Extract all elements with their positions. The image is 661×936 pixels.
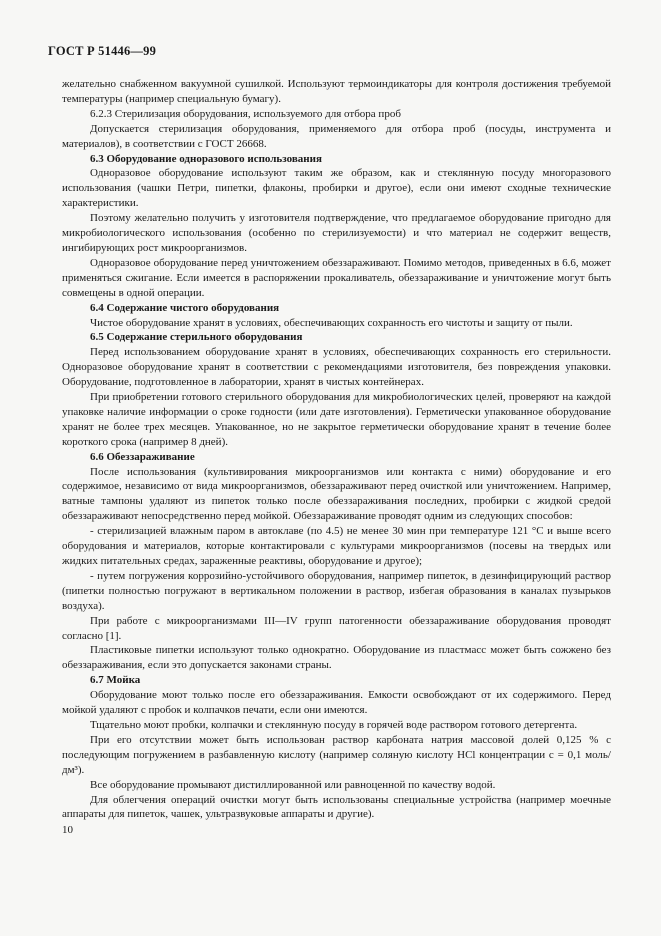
paragraph: Тщательно моют пробки, колпачки и стеклянную посуду в горячей воде раствором готового детергента. <box>90 718 578 731</box>
paragraph: При приобретении готового стерильного оборудования для микробиологических целей, проверяют на каждой упаковке наличие информации о сроке годности (или дате изготовления). Герметически упакованное оборудование хранят не более трех месяцев. Упакованное, но не закрытое герметически оборудование хранят в течение более короткого срока (например 8 дней). <box>62 391 611 448</box>
document-body <box>62 77 611 822</box>
paragraph: Все оборудование промывают дистиллированной или равноценной по качеству водой. <box>90 778 496 791</box>
section-heading-6-6: 6.6 Обеззараживание <box>90 450 195 463</box>
section-heading-6-7: 6.7 Мойка <box>90 674 141 687</box>
paragraph: Одноразовое оборудование перед уничтожением обеззараживают. Помимо методов, приведенных в 6.6, может применяться сжигание. Если имеется в распоряжении прокаливатель, обеззараживание и уничтожение могут быть совмещены в одной операции. <box>62 256 611 299</box>
list-item: - путем погружения коррозийно-устойчивого оборудования, например пипеток, в дезинфицирующий раствор (пипетки полностью погружают в вертикальном положении в раствор, избегая образования в каналах пузырьков воздуха). <box>62 569 611 612</box>
paragraph: Для облегчения операций очистки могут быть использованы специальные устройства (например моечные аппараты для пипеток, чашек, ультразвуковые аппараты и другие). <box>62 793 611 821</box>
paragraph: желательно снабженном вакуумной сушилкой. Используют термоиндикаторы для контроля достижения требуемой температуры (например специальную бумагу). <box>62 78 611 105</box>
paragraph: Перед использованием оборудование хранят в условиях, обеспечивающих сохранность его стерильности. Одноразовое оборудование хранят в соответствии с рекомендациями изготовителя, без повреждения упаковки. Оборудование, подготовленное в лаборатории, хранят в чистых контейнерах. <box>62 346 611 389</box>
paragraph: Одноразовое оборудование используют таким же образом, как и стеклянную посуду многоразового использования (чашки Петри, пипетки, флаконы, пробирки и другое), если они имеют сходные технические характеристики. <box>62 167 611 210</box>
section-heading-6-3: 6.3 Оборудование одноразового использования <box>90 152 322 165</box>
paragraph: После использования (культивирования микроорганизмов или контакта с ними) оборудование и его содержимое, независимо от вида микроорганизмов, обеззараживают перед очисткой или уничтожением. Например, ватные тампоны удаляют из пипеток только после обеззараживания последних, пробирки с жидкой средой обеззараживают непосредственно перед мойкой. Обеззараживание проводят одним из следующих способов: <box>62 465 611 523</box>
paragraph: При его отсутствии может быть использован раствор карбоната натрия массовой долей 0,125 % с последующим погружением в разбавленную кислоту (например соляную кислоту HCl концентрации c = 0,1 моль/дм³). <box>62 733 611 776</box>
list-item: - стерилизацией влажным паром в автоклаве (по 4.5) не менее 30 мин при температуре 121 °С и выше всего оборудования и материалов, которые контактировали с культурами микроорганизмов (посевы на твердых или жидких питательных средах, зараженные реактивы, оборудование и другое); <box>62 525 611 567</box>
standard-header: ГОСТ Р 51446—99 <box>48 44 157 58</box>
section-heading-6-4: 6.4 Содержание чистого оборудования <box>90 301 280 314</box>
paragraph: Допускается стерилизация оборудования, применяемого для отбора проб (посуды, инструмента и материалов), в соответствии с ГОСТ 26668. <box>62 122 611 150</box>
paragraph: Пластиковые пипетки используют только однократно. Оборудование из пластмасс может быть сожжено без обеззараживания, если это допускается законами страны. <box>62 644 611 672</box>
page-number: 10 <box>62 824 73 836</box>
paragraph: Оборудование моют только после его обеззараживания. Емкости освобождают от их содержимого. Перед мойкой удаляют с пробок и колпачков печати, если они имеются. <box>62 689 611 717</box>
paragraph: Чистое оборудование хранят в условиях, обеспечивающих сохранность его чистоты и защиту от пыли. <box>90 316 573 329</box>
section-heading-6-5: 6.5 Содержание стерильного оборудования <box>90 331 303 344</box>
paragraph: Поэтому желательно получить у изготовителя подтверждение, что предлагаемое оборудование пригодно для микробиологического использования (особенно по стерилизуемости) и что материал не содержит веществ, ингибирующих рост микроорганизмов. <box>62 212 611 254</box>
paragraph: При работе с микроорганизмами III—IV групп патогенности обеззараживание оборудования проводят согласно [1]. <box>62 614 611 642</box>
subsection-title: 6.2.3 Стерилизация оборудования, используемого для отбора проб <box>90 107 401 120</box>
